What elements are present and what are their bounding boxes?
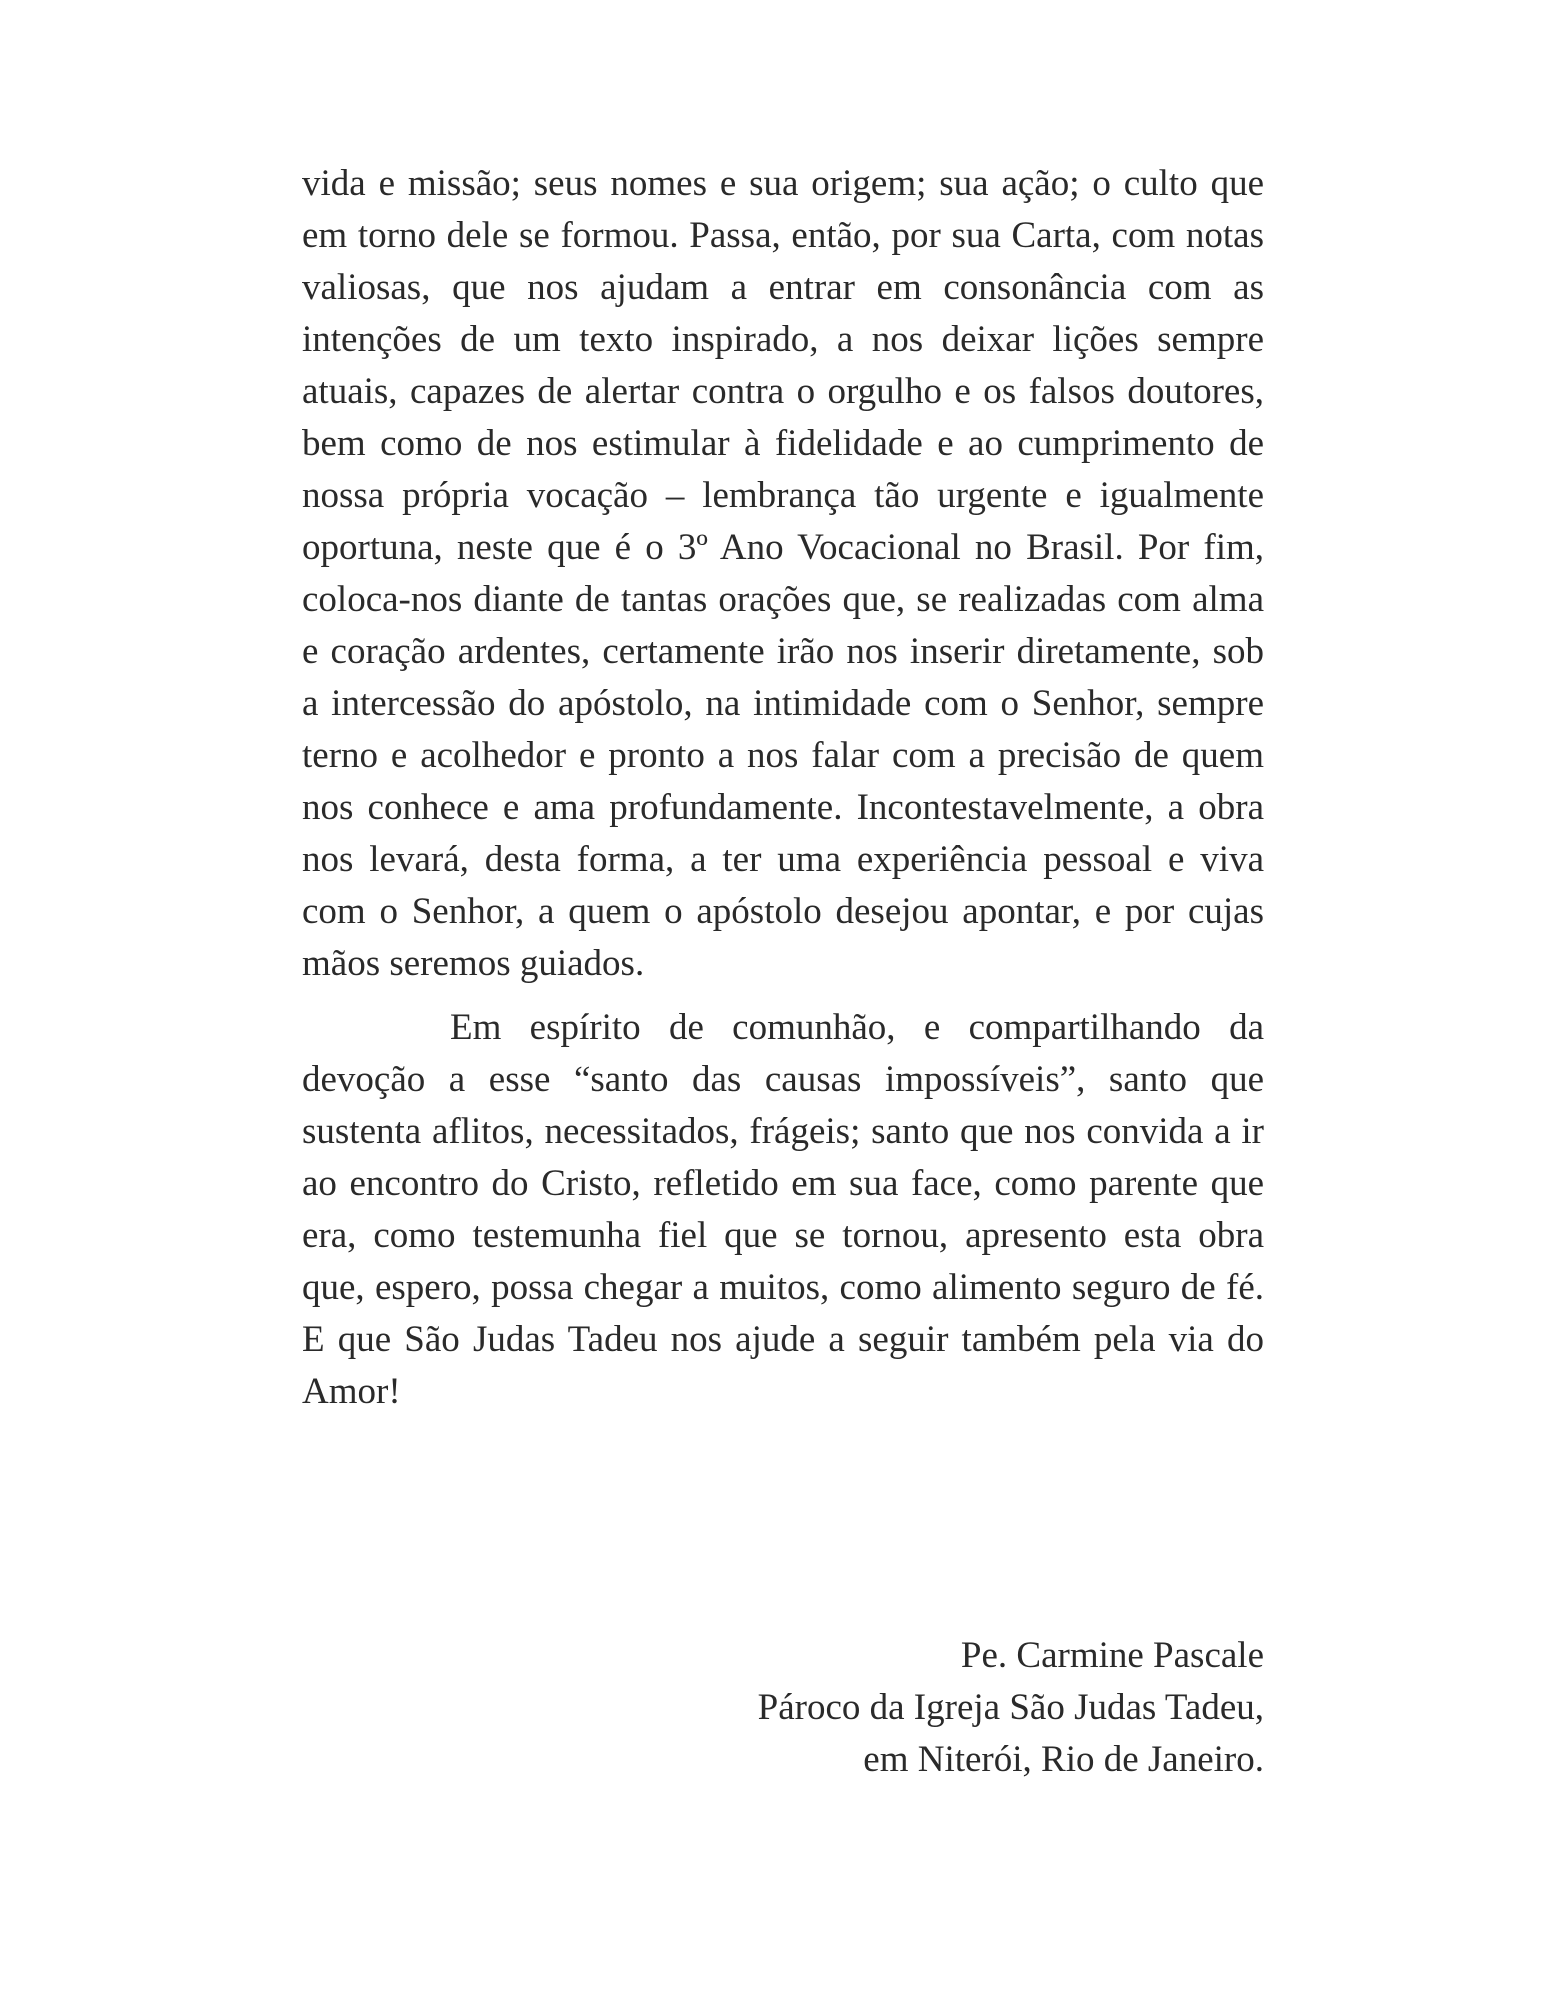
signature-name: Pe. Carmine Pascale <box>960 1635 1264 1676</box>
paragraph-2: Em espírito de comunhão, e compartilhando da devoção a esse “santo das causas impossíveis”, santo que sustenta aflitos, necessitados, frágeis; santo que nos convida a ir ao encontro do Cristo, refletido em sua face, como parente que era, como testemunha fiel que se tornou, apresento esta obra que, espero, possa chegar a muitos, como alimento seguro de fé. E que São Judas Tadeu nos ajude a seguir também pela via do Amor! <box>302 1007 1264 1412</box>
signature-location: em Niterói, Rio de Janeiro. <box>863 1739 1264 1780</box>
body-text <box>302 158 1264 1418</box>
signature-role: Pároco da Igreja São Judas Tadeu, <box>757 1687 1264 1728</box>
signature-block <box>758 1630 1264 1786</box>
paragraph-1: vida e missão; seus nomes e sua origem; sua ação; o culto que em torno dele se formou. Passa, então, por sua Carta, com notas valiosas, que nos ajudam a entrar em consonância com as intenções de um texto inspirado, a nos deixar lições sempre atuais, capazes de alertar contra o orgulho e os falsos doutores, bem como de nos estimular à fidelidade e ao cumprimento de nossa própria vocação – lembrança tão urgente e igualmente oportuna, neste que é o 3º Ano Vocacional no Brasil. Por fim, coloca-nos diante de tantas orações que, se realizadas com alma e coração ardentes, certamente irão nos inserir diretamente, sob a intercessão do apóstolo, na intimidade com o Senhor, sempre terno e acolhedor e pronto a nos falar com a precisão de quem nos conhece e ama profundamente. Incontestavelmente, a obra nos levará, desta forma, a ter uma experiência pessoal e viva com o Senhor, a quem o apóstolo desejou apontar, e por cujas mãos seremos guiados. <box>302 163 1264 984</box>
